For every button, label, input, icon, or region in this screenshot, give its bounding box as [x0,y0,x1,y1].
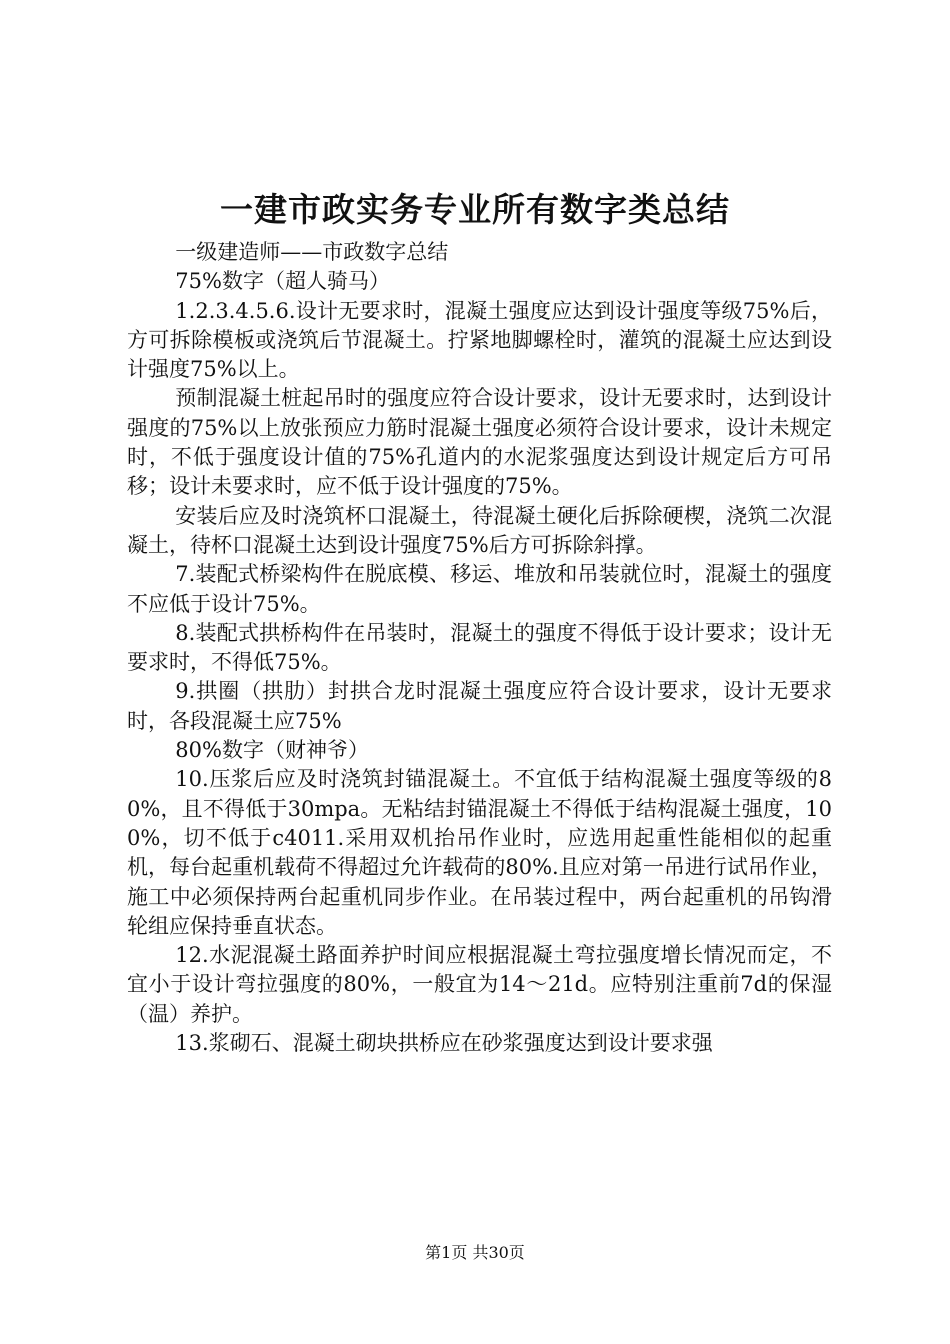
paragraph: 12.水泥混凝土路面养护时间应根据混凝土弯拉强度增长情况而定，不宜小于设计弯拉强度的80%，一般宜为14～21d。应特别注重前7d的保湿（温）养护。 [127,943,832,1026]
paragraph-subtitle: 一级建造师——市政数字总结 [175,240,449,264]
paragraph: 安装后应及时浇筑杯口混凝土，待混凝土硬化后拆除硬楔，浇筑二次混凝土，待杯口混凝土达到设计强度75%后方可拆除斜撑。 [127,503,832,557]
paragraph-section-80: 80%数字（财神爷） [175,738,369,763]
paragraph: 7.装配式桥梁构件在脱底模、移运、堆放和吊装就位时，混凝土的强度不应低于设计75%。 [127,562,832,616]
page-number-footer: 第1页 共30页 [425,1243,525,1262]
paragraph: 1.2.3.4.5.6.设计无要求时，混凝土强度应达到设计强度等级75%后，方可拆除模板或浇筑后节混凝土。拧紧地脚螺栓时，灌筑的混凝土应达到设计强度75%以上。 [127,298,832,382]
paragraph: 10.压浆后应及时浇筑封锚混凝土。不宜低于结构混凝土强度等级的80%，且不得低于30mpa。无粘结封锚混凝土不得低于结构混凝土强度，100%，切不低于c4011.采用双机抬吊作业时，应选用起重性能相似的起重机，每台起重机载荷不得超过允许载荷的80%.且应对第一吊进行试吊作业，施工中必须保持两台起重机同步作业。在吊装过程中，两台起重机的吊钩滑轮组应保持垂直状态。 [127,767,832,938]
document-title: 一建市政实务专业所有数字类总结 [220,190,730,229]
paragraph: 9.拱圈（拱肋）封拱合龙时混凝土强度应符合设计要求，设计无要求时，各段混凝土应75% [127,679,832,733]
paragraph: 13.浆砌石、混凝土砌块拱桥应在砂浆强度达到设计要求强 [175,1031,713,1056]
paragraph-section-75: 75%数字（超人骑马） [175,269,390,294]
paragraph: 预制混凝土桩起吊时的强度应符合设计要求，设计无要求时，达到设计强度的75%以上放张预应力筋时混凝土强度必须符合设计要求，设计未规定时，不低于强度设计值的75%孔道内的水泥浆强度达到设计规定后方可吊移；设计未要求时，应不低于设计强度的75%。 [127,386,832,499]
document-body [127,238,832,1058]
paragraph: 8.装配式拱桥构件在吊装时，混凝土的强度不得低于设计要求；设计无要求时，不得低75%。 [127,620,832,675]
